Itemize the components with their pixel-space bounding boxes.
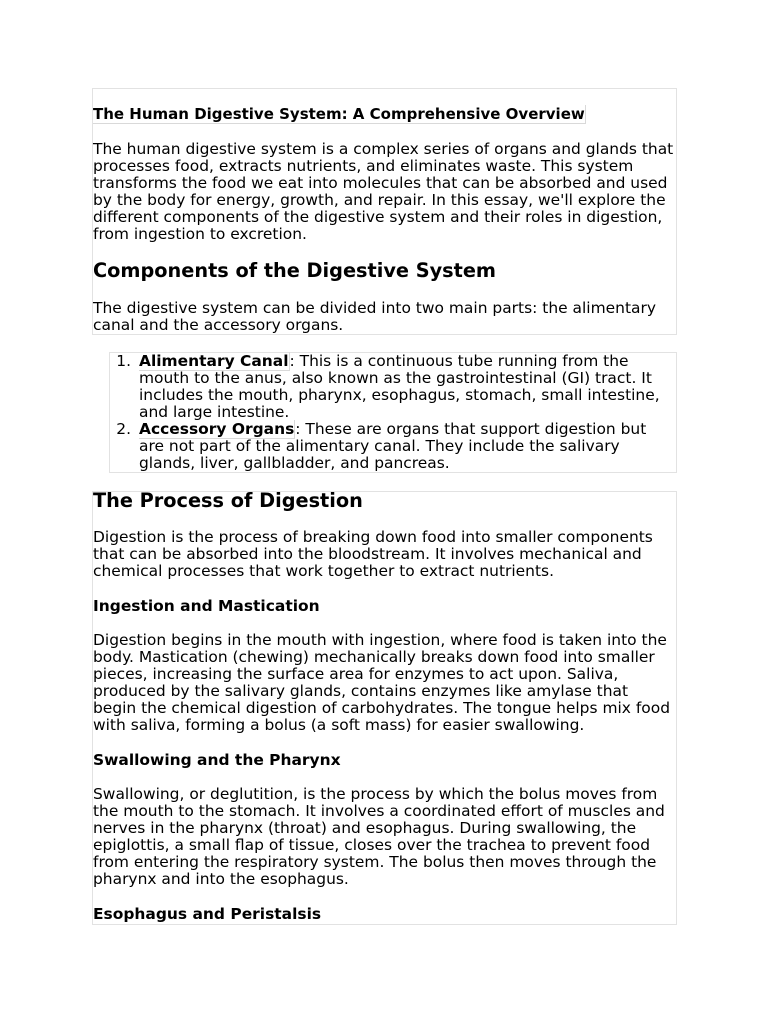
list-item-description: : These are organs that support digestion but are not part of the alimentary canal. They include the salivary glands, liver, gallbladder, and pancreas. [139,420,647,472]
components-list-section [109,352,677,473]
components-heading: Components of the Digestive System [93,259,497,282]
ingestion-paragraph: Digestion begins in the mouth with ingestion, where food is taken into the body. Mastication (chewing) mechanically breaks down food into smaller pieces, increasing the surface area for enzymes to act upon. Saliva, produced by the salivary glands, contains enzymes like amylase that begin the chemical digestion of carbohydrates. The tongue helps mix food with saliva, forming a bolus (a soft mass) for easier swallowing. [93,630,671,734]
swallowing-paragraph: Swallowing, or deglutition, is the process by which the bolus moves from the mouth to the stomach. It involves a coordinated effort of muscles and nerves in the pharynx (throat) and esophagus. During swallowing, the epiglottis, a small flap of tissue, closes over the trachea to prevent food from entering the respiratory system. The bolus then moves through the pharynx and into the esophagus. [93,784,665,888]
process-section [92,491,677,925]
components-paragraph: The digestive system can be divided into two main parts: the alimentary canal and the accessory organs. [93,298,656,334]
intro-paragraph: The human digestive system is a complex series of organs and glands that processes food, extracts nutrients, and eliminates waste. This system transforms the food we eat into molecules that can be absorbed and used by the body for energy, growth, and repair. In this essay, we'll explore the different components of the digestive system and their roles in digestion, from ingestion to excretion. [93,139,674,243]
ingestion-heading: Ingestion and Mastication [93,596,320,615]
document-title-line [93,106,676,123]
esophagus-heading: Esophagus and Peristalsis [93,904,322,923]
list-item-number: 2. [116,420,131,438]
list-item-alimentary-canal [110,353,676,421]
swallowing-heading: Swallowing and the Pharynx [93,750,341,769]
list-item-term: Alimentary Canal [139,352,289,370]
intro-section [92,88,677,335]
list-item-description: : This is a continuous tube running from the mouth to the anus, also known as the gastrointestinal (GI) tract. It includes the mouth, pharynx, esophagus, stomach, small intestine, and large intestine. [139,352,660,421]
list-item-number: 1. [116,352,131,370]
list-item-term: Accessory Organs [139,420,295,438]
process-heading: The Process of Digestion [93,491,363,512]
document-title: The Human Digestive System: A Comprehensive Overview [93,104,585,123]
process-paragraph: Digestion is the process of breaking down food into smaller components that can be absorbed into the bloodstream. It involves mechanical and chemical processes that work together to extract nutrients. [93,527,653,580]
components-list [110,353,676,472]
list-item-accessory-organs [110,421,676,472]
